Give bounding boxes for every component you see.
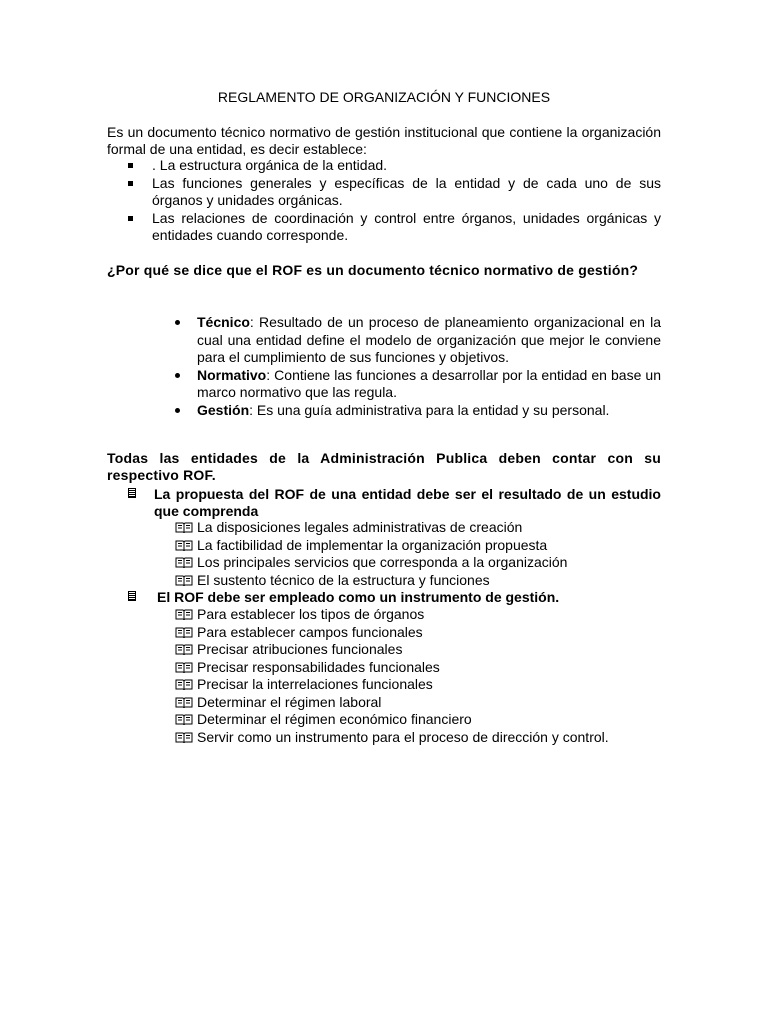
list-item: Para establecer campos funcionales	[197, 624, 661, 642]
definition-item	[197, 402, 661, 420]
round-bullet-icon	[175, 408, 180, 413]
open-book-icon	[175, 732, 193, 743]
document-page	[107, 0, 661, 1024]
list-item: Determinar el régimen económico financiero	[197, 711, 661, 729]
definition-text: : Resultado de un proceso de planeamiento organizacional en la cual una entidad define el modelo de organización que mejor le conviene para el cumplimiento de sus funciones y objetivos.	[197, 314, 661, 365]
open-book-icon	[175, 662, 193, 673]
definition-term: Normativo	[197, 366, 267, 383]
definition-text: : Es una guía administrativa para la entidad y su personal.	[249, 401, 610, 418]
list-item: Determinar el régimen laboral	[197, 694, 661, 712]
document-icon	[128, 591, 136, 601]
round-bullet-icon	[175, 373, 180, 378]
list-item: Las relaciones de coordinación y control entre órganos, unidades orgánicas y entidades cuando corresponde.	[152, 210, 661, 245]
list-item: Servir como un instrumento para el proceso de dirección y control.	[197, 729, 661, 747]
open-book-icon	[175, 627, 193, 638]
question-heading: ¿Por qué se dice que el ROF es un documento técnico normativo de gestión?	[107, 262, 639, 278]
definition-item	[197, 314, 661, 367]
square-bullet-icon	[128, 163, 133, 168]
list-item: Los principales servicios que corresponda a la organización	[197, 554, 661, 572]
definition-text: : Contiene las funciones a desarrollar por la entidad en base un marco normativo que las regula.	[197, 366, 661, 400]
list-item: Precisar responsabilidades funcionales	[197, 659, 661, 677]
intro-paragraph: Es un documento técnico normativo de gestión institucional que contiene la organización formal de una entidad, es decir establece:	[107, 124, 661, 157]
list-item: Para establecer los tipos de órganos	[197, 606, 661, 624]
list-item: . La estructura orgánica de la entidad.	[152, 157, 661, 175]
open-book-icon	[175, 714, 193, 725]
open-book-icon	[175, 557, 193, 568]
section2-list	[197, 606, 661, 746]
open-book-icon	[175, 575, 193, 586]
round-bullet-icon	[175, 320, 180, 325]
list-item: Las funciones generales y específicas de la entidad y de cada uno de sus órganos y unidades orgánicas.	[152, 175, 661, 210]
list-item: La disposiciones legales administrativas de creación	[197, 519, 661, 537]
square-bullet-icon	[128, 216, 133, 221]
intro-list	[152, 157, 661, 245]
definition-term: Gestión	[197, 401, 250, 418]
square-bullet-icon	[128, 181, 133, 186]
document-title: REGLAMENTO DE ORGANIZACIÓN Y FUNCIONES	[217, 89, 551, 105]
definition-item	[197, 367, 661, 402]
definitions-list	[197, 314, 661, 419]
list-item: El sustento técnico de la estructura y funciones	[197, 572, 661, 590]
document-icon	[128, 488, 136, 498]
list-item: Precisar la interrelaciones funcionales	[197, 676, 661, 694]
section1-heading: La propuesta del ROF de una entidad debe ser el resultado de un estudio que comprenda	[154, 486, 661, 520]
definition-term: Técnico	[197, 314, 250, 330]
list-item: La factibilidad de implementar la organización propuesta	[197, 537, 661, 555]
section1-list	[197, 519, 661, 589]
open-book-icon	[175, 679, 193, 690]
open-book-icon	[175, 609, 193, 620]
section2-heading: El ROF debe ser empleado como un instrumento de gestión.	[157, 589, 664, 606]
open-book-icon	[175, 522, 193, 533]
open-book-icon	[175, 697, 193, 708]
open-book-icon	[175, 644, 193, 655]
statement-heading: Todas las entidades de la Administración Publica deben contar con su respectivo ROF.	[107, 450, 661, 483]
list-item: Precisar atribuciones funcionales	[197, 641, 661, 659]
open-book-icon	[175, 540, 193, 551]
